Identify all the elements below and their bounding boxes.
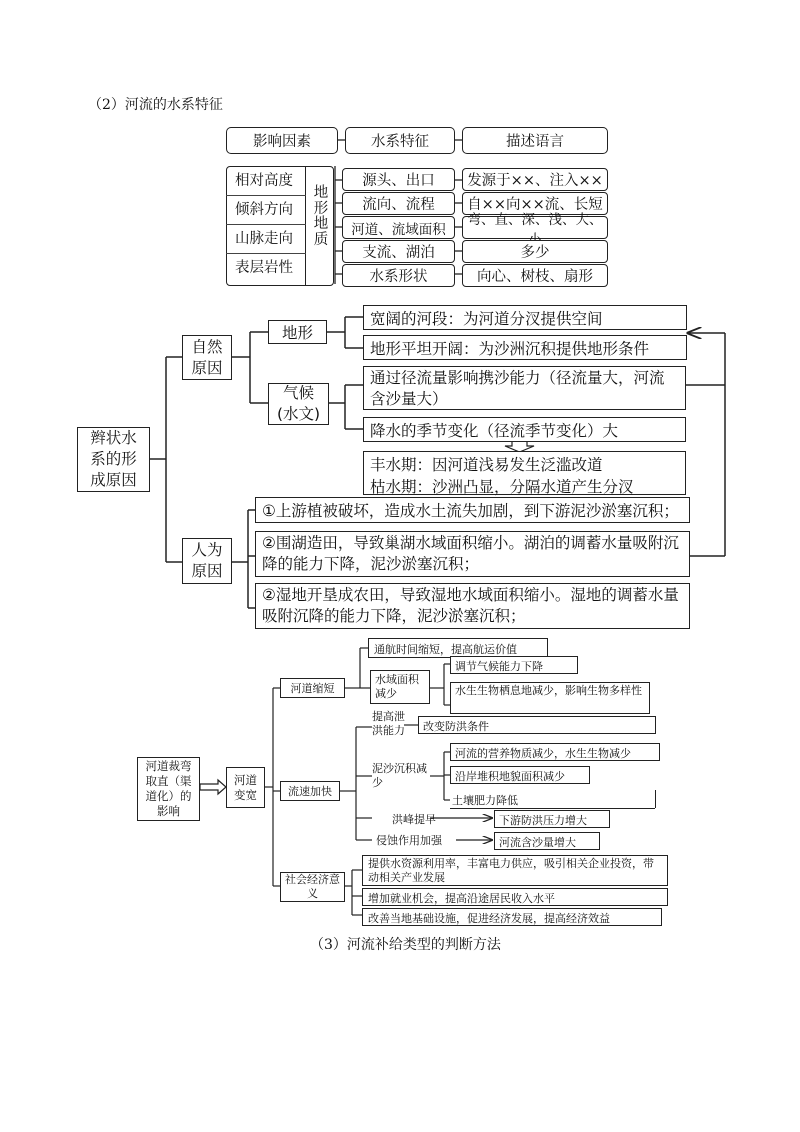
human-causes-box: 人为原因 [182,538,232,584]
infrastructure-box: 改善当地基础设施，促进经济发展，提高经济效益 [362,908,662,926]
feature-box: 支流、湖泊 [342,240,455,263]
downstream-flood-pressure-box: 下游防洪压力增大 [494,810,610,828]
description-box: 自××向××流、长短 [462,192,608,215]
factor-item: 倾斜方向 [235,202,293,218]
wet-season-text: 丰水期：因河道浅易发生泛滥改道 [370,456,603,474]
feature-box: 河道、流域面积 [342,216,455,239]
socioeconomic-significance-box: 社会经济意义 [280,872,345,902]
flow-accelerating-box: 流速加快 [280,781,340,801]
climate-runoff-box: 通过径流量影响携沙能力（径流量大，河流含沙量大） [363,366,686,410]
human-lake-reclamation-box: ②围湖造田，导致巢湖水域面积缩小。湖泊的调蓄水量吸附沉降的能力下降，泥沙淤塞沉积； [255,531,690,577]
dry-season-text: 枯水期：沙洲凸显，分隔水道产生分汊 [370,478,634,496]
habitat-loss-box: 水生生物栖息地减少，影响生物多样性 [450,682,650,714]
table-header-description: 描述语言 [462,127,608,154]
feature-box: 源头、出口 [342,168,455,191]
flood-peak-label: 洪峰提早 [392,813,436,826]
climate-box: 气候(水文) [268,383,329,425]
description-box: 发源于××、注入×× [462,168,608,191]
factor-item: 表层岩性 [235,260,293,276]
factor-item: 山脉走向 [235,231,293,247]
sediment-content-box: 河流含沙量增大 [494,832,600,850]
terrain-wide-river-box: 宽阔的河段：为河道分汊提供空间 [363,305,687,330]
flood-discharge-label: 提高泄洪能力 [372,710,405,738]
soil-fertility-label: 土壤肥力降低 [452,794,518,807]
channel-shortening-box: 河道缩短 [280,678,345,698]
group-label-terrain-geology: 地形地质 [313,185,329,248]
climate-seasonal-box: 降水的季节变化（径流季节变化）大 [363,417,686,442]
feature-box: 水系形状 [342,264,455,287]
table-header-feature: 水系特征 [345,127,455,154]
description-box: 多少 [462,240,608,263]
navigation-time-box: 通航时间缩短，提高航运价值 [368,638,548,658]
braided-root-box: 辫状水系的形成原因 [77,427,150,492]
water-resource-box: 提供水资源利用率，丰富电力供应，吸引相关企业投资，带动相关产业发展 [362,855,668,886]
human-vegetation-box: ①上游植被破坏，造成水土流失加剧，到下游泥沙淤塞沉积； [255,497,690,523]
erosion-enhanced-label: 侵蚀作用加强 [372,832,456,849]
flood-control-box: 改变防洪条件 [418,716,656,734]
factor-item: 相对高度 [235,173,293,189]
section-3-heading: （3）河流补给类型的判断方法 [310,937,501,953]
employment-box: 增加就业机会，提高沿途居民收入水平 [362,888,668,906]
water-area-decrease-box: 水域面积减少 [370,670,430,704]
terrain-box: 地形 [268,320,327,344]
climate-regulation-box: 调节气候能力下降 [450,656,578,674]
channel-widening-box: 河道变宽 [226,767,265,808]
human-wetland-reclamation-box: ②湿地开垦成农田，导致湿地水域面积缩小。湿地的调蓄水量吸附沉降的能力下降，泥沙淤塞沉积； [255,583,690,629]
depositional-landform-box: 沿岸堆积地貌面积减少 [450,766,590,784]
description-box: 向心、树枝、扇形 [462,264,608,287]
straightening-root-box: 河道裁弯取直（渠道化）的影响 [137,757,200,821]
natural-causes-box: 自然原因 [182,335,232,380]
section-2-heading: （2）河流的水系特征 [88,97,223,113]
nutrient-decrease-box: 河流的营养物质减少，水生生物减少 [450,743,660,761]
terrain-flat-box: 地形平坦开阔：为沙洲沉积提供地形条件 [363,335,687,360]
description-box: 弯、直、深、浅、大、 [462,216,608,239]
feature-box: 流向、流程 [342,192,455,215]
table-header-factor: 影响因素 [226,127,338,154]
sediment-deposition-label: 泥沙沉积减少 [372,762,427,790]
